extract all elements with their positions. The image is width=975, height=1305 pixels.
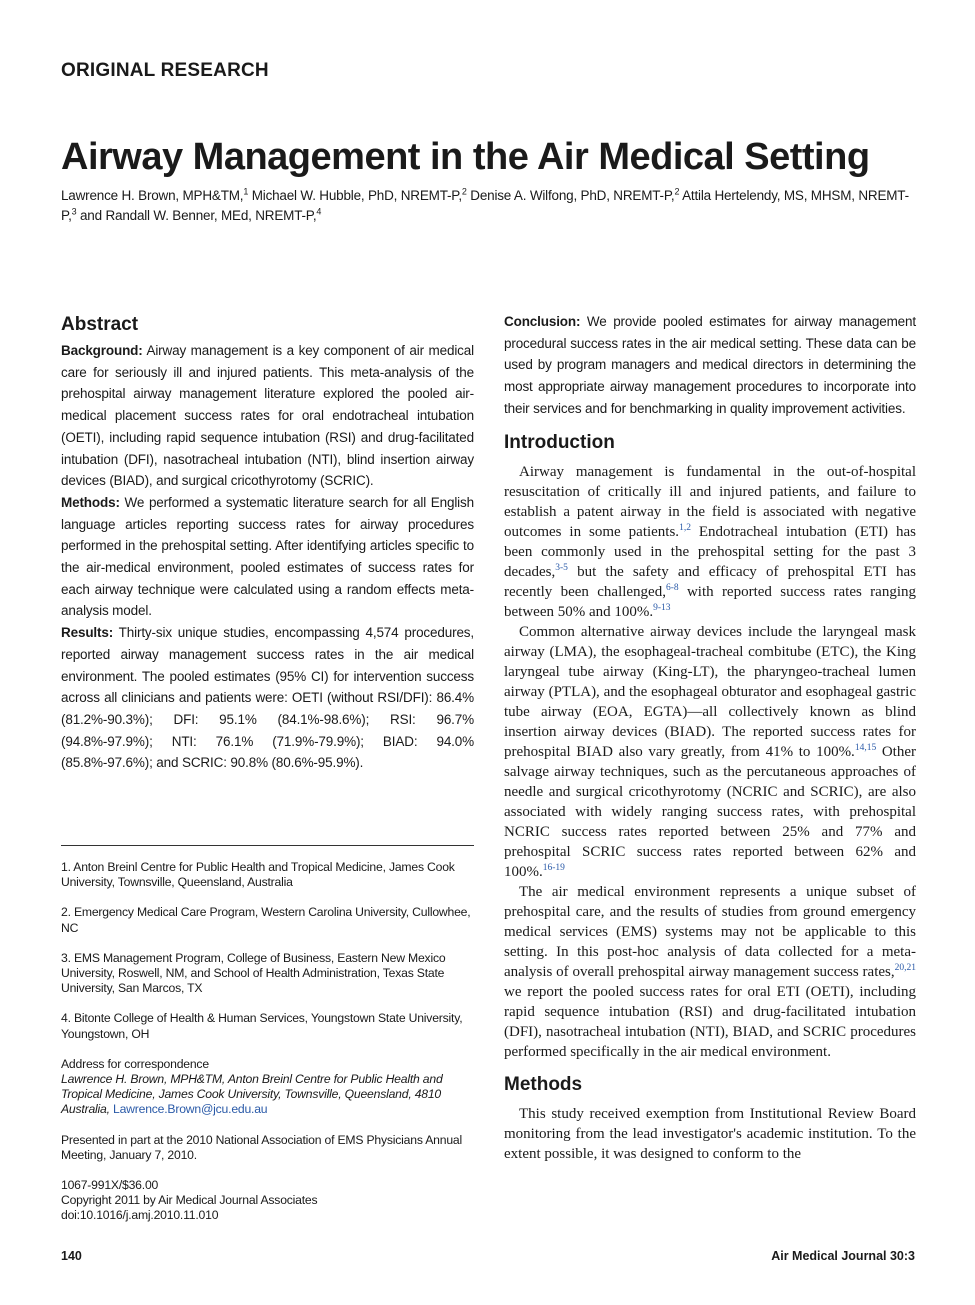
introduction-paragraph	[504, 622, 916, 882]
methods-text: We performed a systematic literature search for all English language articles reporting success rates for airway procedures performed in the prehospital setting. After identifying articles specific to the air-medical environment, pooled estimates of success rates for each airway technique were calculated using a random effects meta-analysis model.	[61, 494, 474, 619]
author-list	[61, 186, 911, 226]
author-affiliation: 3	[71, 206, 77, 217]
author-name: Denise A. Wilfong, PhD, NREMT-P,	[470, 188, 675, 203]
page-number: 140	[61, 1249, 82, 1263]
citation[interactable]: 16-19	[542, 862, 565, 873]
text-run: Airway management is fundamental in the out-of-hospital resuscitation of critically ill and injured patients, and failure to establish a patent airway in the field is associated with negative outcomes in some patients.	[504, 463, 916, 540]
correspondence-note	[61, 1057, 474, 1118]
citation[interactable]: 6-8	[665, 582, 679, 593]
results-text: Thirty-six unique studies, encompassing 4,574 procedures, reported airway management success rates in the air medical environment. The pooled estimates (95% CI) for intervention success across all clinicians and patients were: OETI (without RSI/DFI): 86.4% (81.2%-90.3%); DFI: 95.1% (84.1%-98.6%); RSI: 96.7% (94.8%-97.9%); NTI: 76.1% (71.9%-79.9%); BIAD: 94.0% (85.8%-97.6%); and SCRIC: 90.8% (80.6%-95.9%).	[61, 625, 475, 771]
affiliation-note: 1. Anton Breinl Centre for Public Health and Tropical Medicine, James Cook University, Townsville, Queensland, Australia	[61, 860, 455, 890]
background-text: Airway management is a key component of air medical care for seriously ill and injured patients. This meta-analysis of the prehospital airway management literature explored the pooled air-medical placement success rates for oral endotracheal intubation (OETI), including rapid sequence intubation (RSI) and drug-facilitated intubation (DFI), nasotracheal intubation (NTI), blind insertion airway devices (BIAD), and surgical cricothyrotomy (SCRIC).	[61, 343, 474, 489]
conclusion-text: We provide pooled estimates for airway management procedural success rates in the air medical setting. These data can be used by program managers and medical directors in determining the most appropriate airway management procedures to incorporate into their services and for benchmarking in quality improvement activities.	[504, 314, 916, 416]
introduction-heading: Introduction	[504, 431, 615, 453]
conclusion-label: Conclusion:	[504, 314, 581, 329]
section-label: ORIGINAL RESEARCH	[61, 60, 269, 81]
abstract-heading: Abstract	[61, 314, 139, 335]
article-title: Airway Management in the Air Medical Setting	[61, 136, 870, 178]
citation[interactable]: 3-5	[555, 562, 568, 573]
results-label: Results:	[61, 625, 114, 641]
text-run: Other salvage airway techniques, such as the percutaneous approaches of needle and surgical cricothyrotomy (NCRIC and SCRIC), are also associated with widely ranging success rates, with prehospital NCRIC success rates reported between 25% and 77% and prehospital SCRIC success rates reported between 62% and 100%.	[504, 743, 916, 880]
methods-heading: Methods	[504, 1073, 583, 1095]
author-name: Michael W. Hubble, PhD, NREMT-P,	[251, 188, 462, 203]
author-name: Lawrence H. Brown, MPH&TM,	[61, 188, 244, 203]
text-run: but the safety and efficacy of prehospital ETI has recently been challenged,	[504, 563, 916, 600]
presented-note: Presented in part at the 2010 National Association of EMS Physicians Annual Meeting, January 7, 2010.	[61, 1132, 462, 1162]
abstract-column	[61, 314, 474, 774]
abstract-conclusion	[504, 311, 916, 420]
introduction-paragraph	[504, 462, 916, 622]
doi: doi:10.1016/j.amj.2010.11.010	[61, 1208, 219, 1223]
abstract-background	[61, 340, 474, 492]
email-link[interactable]: Lawrence.Brown@jcu.edu.au	[113, 1102, 268, 1117]
methods-paragraph: This study received exemption from Institutional Review Board monitoring from the lead investigator's academic institution. To the extent possible, it was designed to conform to the	[504, 1105, 916, 1162]
text-run: The air medical environment represents a unique subset of prehospital care, and the results of studies from ground emergency medical services (EMS) systems may not be applicable to this setting. In this post-hoc analysis of data collected for a meta-analysis of overall prehospital airway management success rates,	[504, 883, 916, 980]
author-name: and Randall W. Benner, MEd, NREMT-P,	[80, 208, 317, 223]
citation[interactable]: 14,15	[854, 742, 877, 753]
text-run: Endotracheal intubation (ETI) has been commonly used in the prehospital setting for the past 3 decades,	[504, 523, 916, 580]
author-affiliation: 1	[243, 186, 249, 197]
author-affiliation: 4	[316, 206, 322, 217]
address-text: Lawrence H. Brown, MPH&TM, Anton Breinl Centre for Public Health and Tropical Medicine, James Cook University, Townsville, Queensland, 4810 Australia,	[61, 1072, 443, 1117]
affiliation-note: 4. Bitonte College of Health & Human Services, Youngstown State University, Youngstown, OH	[61, 1011, 463, 1041]
body-column	[504, 314, 916, 1164]
citation[interactable]: 9-13	[653, 602, 671, 613]
background-label: Background:	[61, 343, 143, 358]
issn: 1067-991X/$36.00	[61, 1178, 159, 1193]
affiliation-note: 3. EMS Management Program, College of Business, Eastern New Mexico University, Roswell, NM, and School of Health Administration, Texas State University, San Marcos, TX	[61, 950, 446, 996]
abstract-results	[61, 622, 474, 774]
author-affiliation: 2	[461, 186, 467, 197]
methods-label: Methods:	[61, 494, 120, 510]
citation[interactable]: 1,2	[679, 522, 691, 533]
notes-divider	[61, 845, 474, 846]
text-run: we report the pooled success rates for oral ETI (OETI), including rapid sequence intubation (RSI) and drug-facilitated intubation (DFI), nasotracheal intubation (NTI), BIAD, and SCRIC procedures performed specifically in the air medical environment.	[504, 983, 916, 1060]
journal-citation: Air Medical Journal 30:3	[771, 1249, 915, 1263]
affiliation-note: 2. Emergency Medical Care Program, Western Carolina University, Cullowhee, NC	[61, 905, 471, 935]
text-run: Common alternative airway devices include the laryngeal mask airway (LMA), the esophageal-tracheal combitube (ETC), the King laryngeal tube airway (King-LT), the pharyngeo-tracheal lumen airway (PTLA), and the esophageal obturator and esophageal gastric tube airway (EOA, EGTA)—all collectively known as blind insertion airway devices (BIAD). The reported success rates for prehospital BIAD also vary greatly, from 41% to 100%.	[504, 623, 916, 760]
abstract-methods	[61, 492, 474, 622]
copyright: Copyright 2011 by Air Medical Journal Associates	[61, 1193, 318, 1208]
text-run: with reported success rates ranging between 50% and 100%.	[504, 583, 916, 620]
introduction-paragraph	[504, 882, 916, 1062]
publication-info	[61, 1178, 474, 1224]
address-label: Address for correspondence	[61, 1056, 209, 1071]
footnotes	[61, 860, 474, 1224]
author-name: Attila Hertelendy, MS, MHSM, NREMT-P,	[61, 188, 909, 223]
author-affiliation: 2	[674, 186, 680, 197]
citation[interactable]: 20,21	[894, 962, 916, 973]
